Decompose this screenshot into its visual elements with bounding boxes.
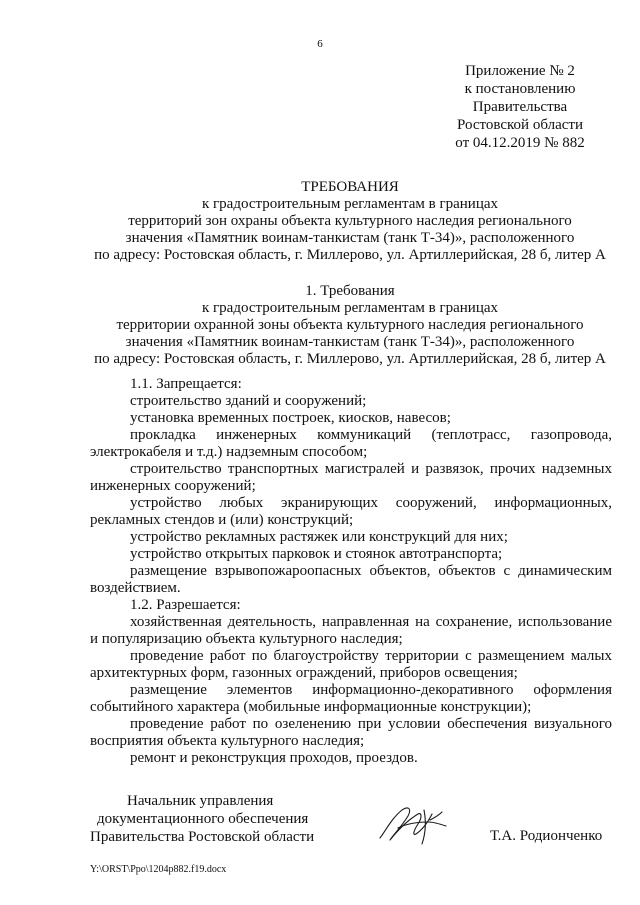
paragraph: устройство открытых парковок и стоянок автотранспорта; bbox=[130, 546, 503, 562]
section-line: территории охранной зоны объекта культурного наследия регионального bbox=[116, 317, 584, 333]
annex-line: Правительства bbox=[472, 99, 568, 115]
paragraph: установка временных построек, киосков, навесов; bbox=[130, 410, 451, 426]
position-line: Правительства Ростовской области bbox=[90, 829, 315, 845]
title-line: территорий зон охраны объекта культурного наследия регионального bbox=[128, 213, 572, 229]
file-path: Y:\ORST\Ppo\1204p882.f19.docx bbox=[90, 864, 227, 875]
title-line: по адресу: Ростовская область, г. Миллерово, ул. Артиллерийская, 28 б, литер А bbox=[94, 247, 606, 263]
title-line: ТРЕБОВАНИЯ bbox=[301, 179, 399, 195]
paragraph: размещение взрывопожароопасных объектов, объектов с динамическим воздействием. bbox=[90, 563, 612, 596]
section-line: к градостроительным регламентам в границах bbox=[201, 300, 499, 316]
section-line: по адресу: Ростовская область, г. Миллерово, ул. Артиллерийская, 28 б, литер А bbox=[94, 351, 606, 367]
position-line: документационного обеспечения bbox=[97, 811, 309, 827]
document-title bbox=[90, 179, 610, 264]
annex-line: Ростовской области bbox=[457, 117, 583, 133]
signatory-position bbox=[90, 792, 330, 846]
paragraph: устройство любых экранирующих сооружений, информационных, рекламных стендов и (или) конструкций; bbox=[90, 495, 612, 528]
paragraph: ремонт и реконструкция проходов, проездов. bbox=[130, 750, 418, 766]
section-line: 1. Требования bbox=[305, 283, 395, 299]
annex-line: к постановлению bbox=[464, 81, 576, 97]
requirements-body bbox=[90, 376, 612, 767]
paragraph: проведение работ по благоустройству территории с размещением малых архитектурных форм, газонных ограждений, приборов освещения; bbox=[90, 648, 612, 681]
section-line: значения «Памятник воинам-танкистам (танк Т-34)», расположенного bbox=[125, 334, 575, 350]
page-number: 6 bbox=[317, 38, 323, 50]
annex-line: Приложение № 2 bbox=[465, 63, 575, 79]
title-line: к градостроительным регламентам в границах bbox=[201, 196, 499, 212]
paragraph: размещение элементов информационно-декоративного оформления событийного характера (мобильные информационные конструкции); bbox=[90, 682, 612, 715]
paragraph: строительство зданий и сооружений; bbox=[130, 393, 367, 409]
section-heading bbox=[90, 283, 610, 368]
paragraph: устройство рекламных растяжек или конструкций для них; bbox=[130, 529, 508, 545]
paragraph: прокладка инженерных коммуникаций (теплотрасс, газопровода, электрокабеля и т.д.) надземным способом; bbox=[90, 427, 612, 460]
paragraph: хозяйственная деятельность, направленная на сохранение, использование и популяризацию объекта культурного наследия; bbox=[90, 614, 612, 647]
annex-line: от 04.12.2019 № 882 bbox=[455, 135, 585, 151]
paragraph: 1.1. Запрещается: bbox=[130, 376, 242, 392]
paragraph: 1.2. Разрешается: bbox=[130, 597, 241, 613]
handwritten-signature bbox=[372, 800, 462, 850]
signatory-name: Т.А. Родионченко bbox=[490, 828, 603, 844]
position-line: Начальник управления bbox=[127, 793, 274, 809]
paragraph: строительство транспортных магистралей и развязок, прочих надземных инженерных сооружений; bbox=[90, 461, 612, 494]
paragraph: проведение работ по озеленению при условии обеспечения визуального восприятия объекта культурного наследия; bbox=[90, 716, 612, 749]
annex-header bbox=[440, 62, 600, 152]
title-line: значения «Памятник воинам-танкистам (танк Т-34)», расположенного bbox=[125, 230, 575, 246]
